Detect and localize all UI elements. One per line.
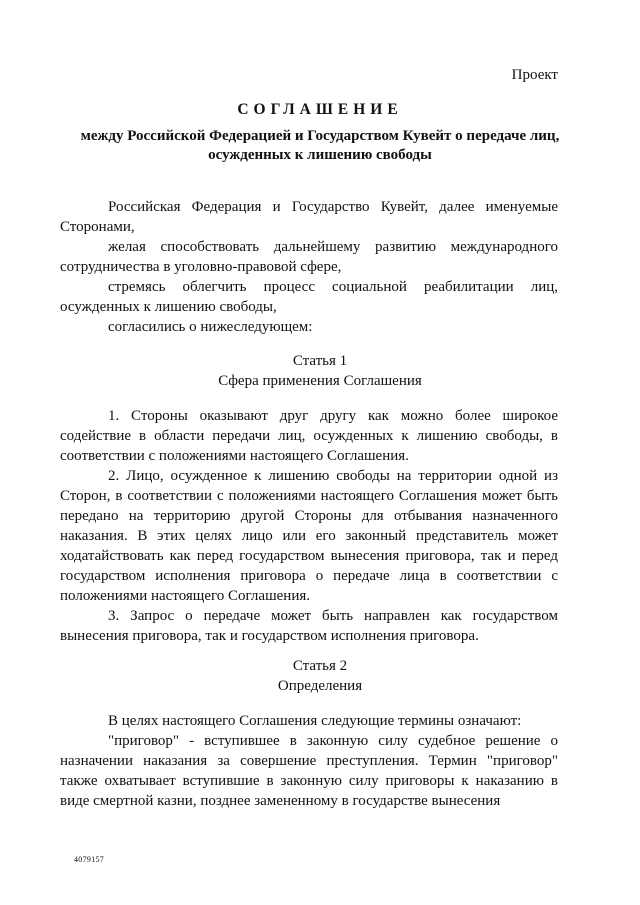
draft-status-label: Проект xyxy=(511,67,558,83)
preamble-paragraph: желая способствовать дальнейшему развитию международного сотрудничества в уголовно-правовой сфере, xyxy=(60,239,558,275)
preamble-paragraph: стремясь облегчить процесс социальной реабилитации лиц, осужденных к лишению свободы, xyxy=(60,279,558,315)
article-paragraph: В целях настоящего Соглашения следующие термины означают: xyxy=(108,713,522,729)
subtitle-line: между Российской Федерацией и Государством Кувейт о передаче лиц, xyxy=(80,128,560,144)
article-number: Статья 1 xyxy=(292,353,348,369)
document-number: 4079157 xyxy=(74,855,105,864)
article-number: Статья 2 xyxy=(292,658,348,674)
preamble-paragraph: Российская Федерация и Государство Кувейт, далее именуемые Сторонами, xyxy=(60,199,558,235)
preamble-paragraph: согласились о нижеследующем: xyxy=(108,319,313,335)
article-paragraph: "приговор" - вступившее в законную силу судебное решение о назначении наказания за совершение преступления. Термин "приговор" также охватывает вступившие в законную силу приговоры к наказанию в виде смертной казни, позднее замененному в государстве вынесения xyxy=(60,733,558,809)
preamble xyxy=(60,197,558,337)
subtitle-line: осужденных к лишению свободы xyxy=(208,147,432,163)
article-1-body xyxy=(60,406,558,646)
article-paragraph: 1. Стороны оказывают друг другу как можно более широкое содействие в области передачи лиц, осужденных к лишению свободы, в соответствии с положениями настоящего Соглашения. xyxy=(60,408,558,464)
article-paragraph: 3. Запрос о передаче может быть направлен как государством вынесения приговора, так и государством исполнения приговора. xyxy=(60,608,558,644)
document-title: СОГЛАШЕНИЕ xyxy=(237,101,403,118)
article-title: Определения xyxy=(277,678,363,694)
document-subtitle xyxy=(60,127,580,165)
article-1-heading xyxy=(60,351,580,391)
article-title: Сфера применения Соглашения xyxy=(218,373,422,389)
article-2-heading xyxy=(60,656,580,696)
article-paragraph: 2. Лицо, осужденное к лишению свободы на территории одной из Сторон, в соответствии с положениями настоящего Соглашения может быть передано на территорию другой Стороны для отбывания назначенного наказания. В этих целях лицо или его законный представитель может ходатайствовать как перед государством вынесения приговора, так и перед государством исполнения приговора о передаче лица в соответствии с положениями настоящего Соглашения. xyxy=(60,468,558,604)
article-2-body xyxy=(60,711,558,811)
